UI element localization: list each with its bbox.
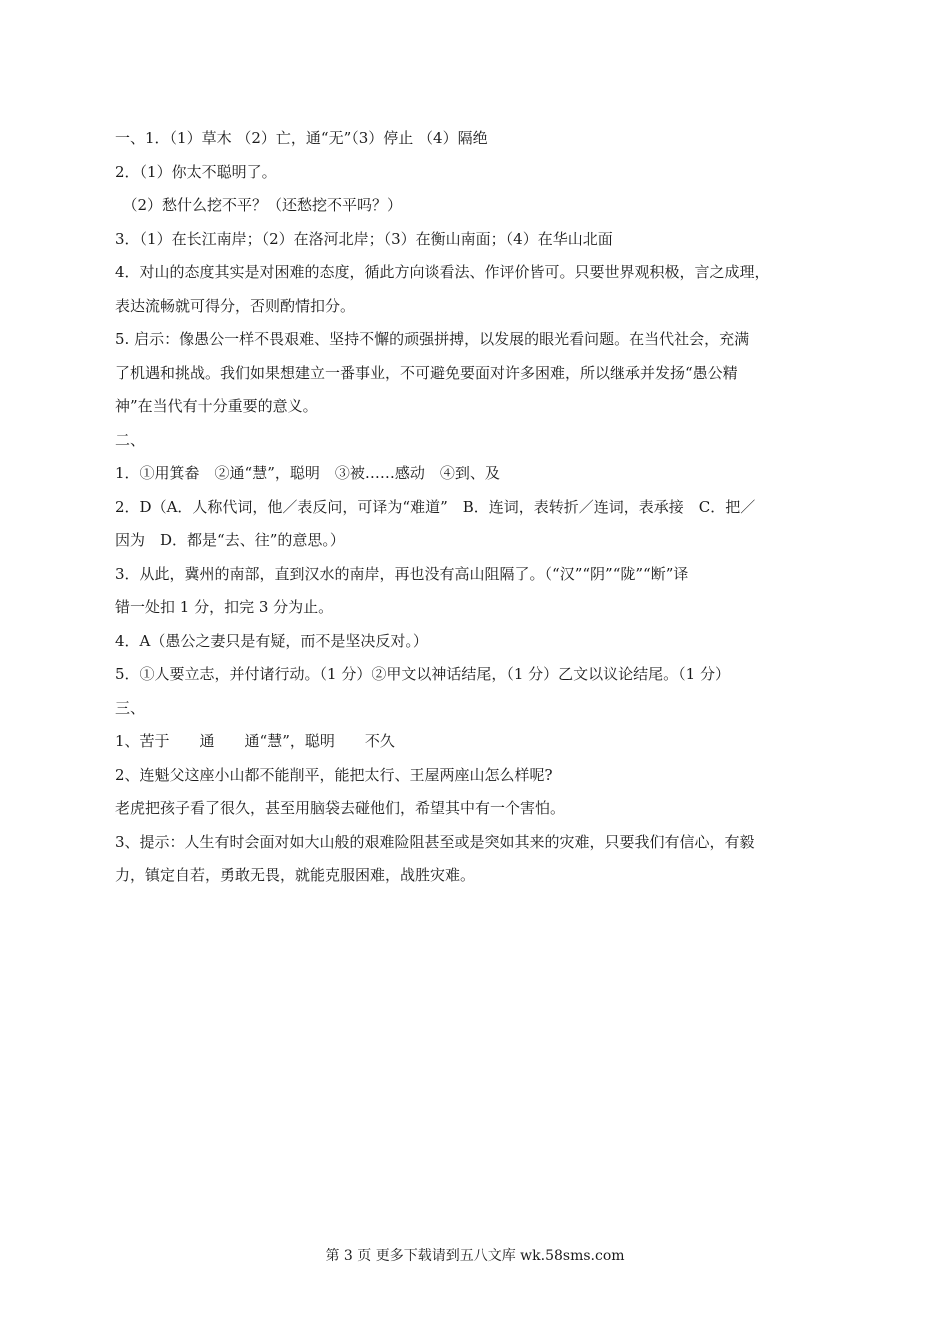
answer-line-1-3: 3．（1）在长江南岸；（2）在洛河北岸；（3）在衡山南面；（4）在华山北面 — [115, 229, 613, 248]
answer-line-3-3b: 力，镇定自若，勇敢无畏，就能克服困难，战胜灾难。 — [115, 866, 476, 884]
answer-line-2-3b: 错一处扣 1 分，扣完 3 分为止。 — [115, 598, 334, 616]
answer-line-1-1: 一、1．（1）草木 （2）亡，通“无”（3）停止 （4）隔绝 — [115, 129, 488, 147]
section-heading-3: 三、 — [115, 698, 146, 717]
page-footer: 第 3 页 更多下载请到五八文库 wk.58sms.com — [325, 1248, 625, 1264]
answer-line-3-1: 1、苦于 通 通“慧”，聪明 不久 — [115, 732, 395, 750]
answer-document — [115, 122, 840, 893]
answer-line-3-2b: 老虎把孩子看了很久，甚至用脑袋去碰他们，希望其中有一个害怕。 — [115, 799, 566, 817]
answer-line-1-5: 5. 启示：像愚公一样不畏艰难、坚持不懈的顽强拼搏，以发展的眼光看问题。在当代社会，充满 — [115, 330, 750, 348]
answer-line-1-5c: 神”在当代有十分重要的意义。 — [115, 397, 318, 415]
answer-line-2-4: 4．A（愚公之妻只是有疑，而不是坚决反对。） — [115, 631, 428, 650]
answer-line-1-5b: 了机遇和挑战。我们如果想建立一番事业，不可避免要面对许多困难，所以继承并发扬“愚公精 — [115, 363, 738, 382]
answer-line-2-2b: 因为 D．都是“去、往”的意思。） — [115, 531, 345, 549]
answer-line-1-2: 2．（1）你太不聪明了。 — [115, 162, 277, 181]
answer-line-3-3: 3、提示：人生有时会面对如大山般的艰难险阻甚至或是突如其来的灾难，只要我们有信心，有毅 — [115, 832, 755, 851]
answer-line-2-1: 1．①用箕畚 ②通“慧”，聪明 ③被……感动 ④到、及 — [115, 464, 500, 482]
section-heading-2: 二、 — [115, 430, 146, 449]
answer-line-1-2b: （2）愁什么挖不平？（还愁挖不平吗？） — [115, 196, 403, 214]
answer-line-2-2: 2．D（A．人称代词，他／表反问，可译为“难道” B．连词，表转折／连词，表承接 C．把／ — [115, 497, 756, 516]
answer-line-1-4b: 表达流畅就可得分，否则酌情扣分。 — [115, 296, 356, 315]
answer-line-2-5: 5．①人要立志，并付诸行动。（1 分）②甲文以神话结尾，（1 分）乙文以议论结尾。（1 分） — [115, 665, 730, 683]
answer-line-1-4: 4．对山的态度其实是对困难的态度，循此方向谈看法、作评价皆可。只要世界观积极，言之成理， — [115, 263, 770, 281]
answer-line-3-2: 2、连魁父这座小山都不能削平，能把太行、王屋两座山怎么样呢? — [115, 765, 553, 784]
answer-line-2-3: 3．从此，冀州的南部，直到汉水的南岸，再也没有高山阻隔了。（“汉”“阴”“陇”“断”译 — [115, 564, 689, 583]
